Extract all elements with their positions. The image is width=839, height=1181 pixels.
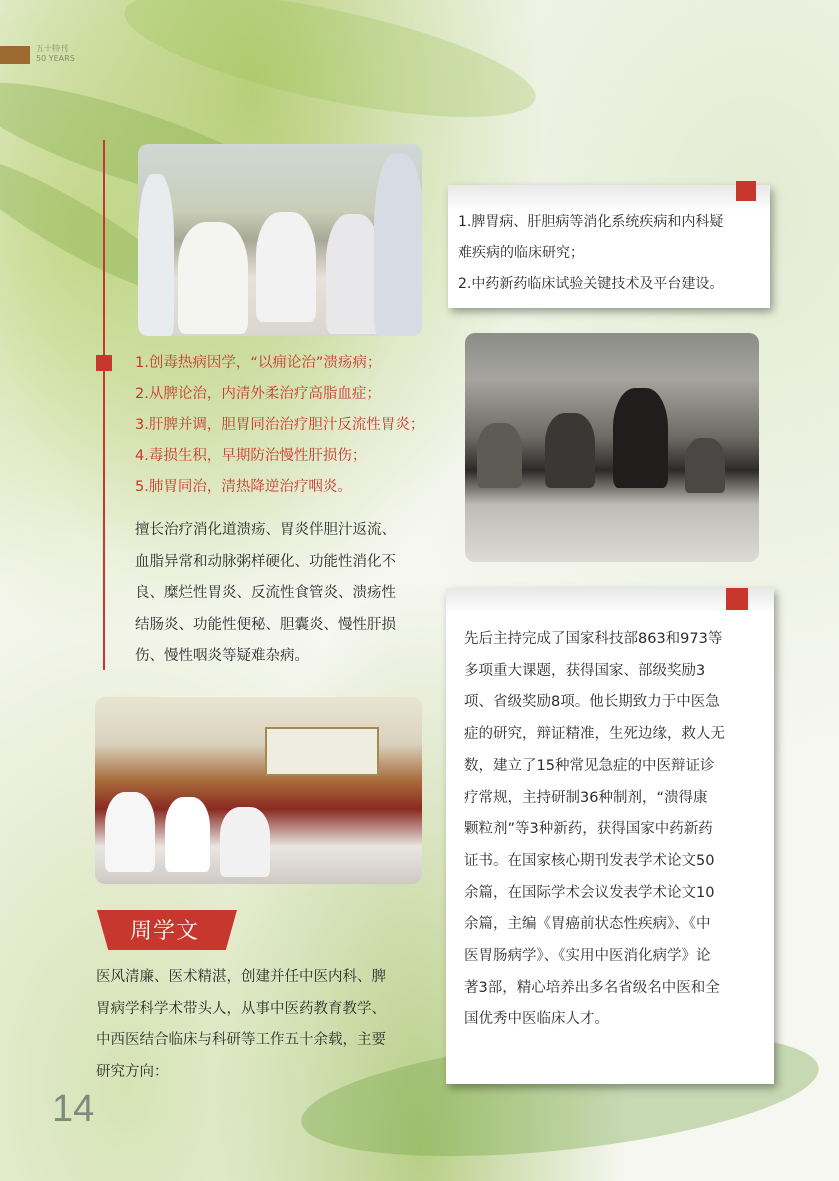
text-line: 项、省级奖励8项。他长期致力于中医急 <box>464 694 720 711</box>
list-item: 2.从脾论治，内清外柔治疗高脂血症； <box>135 386 381 402</box>
text-line: 2.中药新药临床试验关键技术及平台建设。 <box>458 276 724 292</box>
text-line: 疗常规，主持研制36种制剂，“溃得康 <box>464 789 708 806</box>
text-line: 多项重大课题，获得国家、部级奖励3 <box>464 662 706 679</box>
text-line: 中西医结合临床与科研等工作五十余载，主要 <box>96 1032 386 1048</box>
text-line: 良、糜烂性胃炎、反流性食管炎、溃疡性 <box>135 585 396 601</box>
photo-conference-speech <box>465 333 759 562</box>
text-line: 难疾病的临床研究； <box>458 245 584 261</box>
text-line: 先后主持完成了国家科技部863和973等 <box>464 631 723 647</box>
text-line: 研究方向： <box>96 1063 169 1080</box>
research-directions-card <box>448 185 770 308</box>
page-number: 14 <box>52 1088 95 1130</box>
achievements-card <box>446 588 774 1084</box>
list-item: 3.肝脾并调，胆胃同治治疗胆汁反流性胃炎； <box>135 417 425 433</box>
text-line: 伤、慢性咽炎等疑难杂病。 <box>135 648 309 664</box>
text-line: 余篇，主编《胃癌前状态性疾病》、《中 <box>464 916 711 933</box>
list-item: 4.毒损生积，早期防治慢性肝损伤； <box>135 448 367 464</box>
text-line: 1.脾胃病、肝胆病等消化系统疾病和内科疑 <box>458 214 724 230</box>
header-line2: 50 YEARS <box>36 54 75 63</box>
card-corner-marker <box>736 181 756 201</box>
list-item: 1.创毒热病因学，“以痈论治”溃疡病； <box>135 355 382 371</box>
photo-lecture-hall <box>95 697 422 884</box>
photo-clinic-consultation <box>138 144 422 336</box>
card-corner-marker <box>726 588 748 610</box>
text-line: 著3部，精心培养出多名省级名中医和全 <box>464 979 720 996</box>
header-label <box>36 44 75 64</box>
text-line: 结肠炎、功能性便秘、胆囊炎、慢性肝损 <box>135 616 396 633</box>
text-line: 余篇，在国际学术会议发表学术论文10 <box>464 884 715 901</box>
doctor-name: 周学文 <box>130 919 200 944</box>
text-line: 医胃肠病学》、《实用中医消化病学》论 <box>464 948 711 965</box>
text-line: 擅长治疗消化道溃疡、胃炎伴胆汁返流、 <box>135 522 396 538</box>
header-line1: 五十特刊 <box>36 44 68 53</box>
specialty-paragraph <box>135 515 396 673</box>
text-line: 症的研究，辩证精准，生死边缘，救人无 <box>464 726 725 743</box>
profile-paragraph <box>96 962 386 1088</box>
research-achievements-list <box>135 348 424 503</box>
text-line: 数，建立了15种常见急症的中医辩证诊 <box>464 757 715 774</box>
text-line: 胃病学科学术带头人，从事中医药教育教学、 <box>96 1000 386 1017</box>
text-line: 国优秀中医临床人才。 <box>464 1011 609 1028</box>
header-tab <box>0 46 30 64</box>
list-marker <box>96 355 112 371</box>
text-line: 血脂异常和动脉粥样硬化、功能性消化不 <box>135 553 396 570</box>
accent-line <box>103 140 105 670</box>
text-line: 证书。在国家核心期刊发表学术论文50 <box>464 852 715 869</box>
list-item: 5.肺胃同治，清热降逆治疗咽炎。 <box>135 479 352 495</box>
text-line: 医风清廉、医术精湛，创建并任中医内科、脾 <box>96 969 386 985</box>
text-line: 颗粒剂”等3种新药，获得国家中药新药 <box>464 821 713 838</box>
